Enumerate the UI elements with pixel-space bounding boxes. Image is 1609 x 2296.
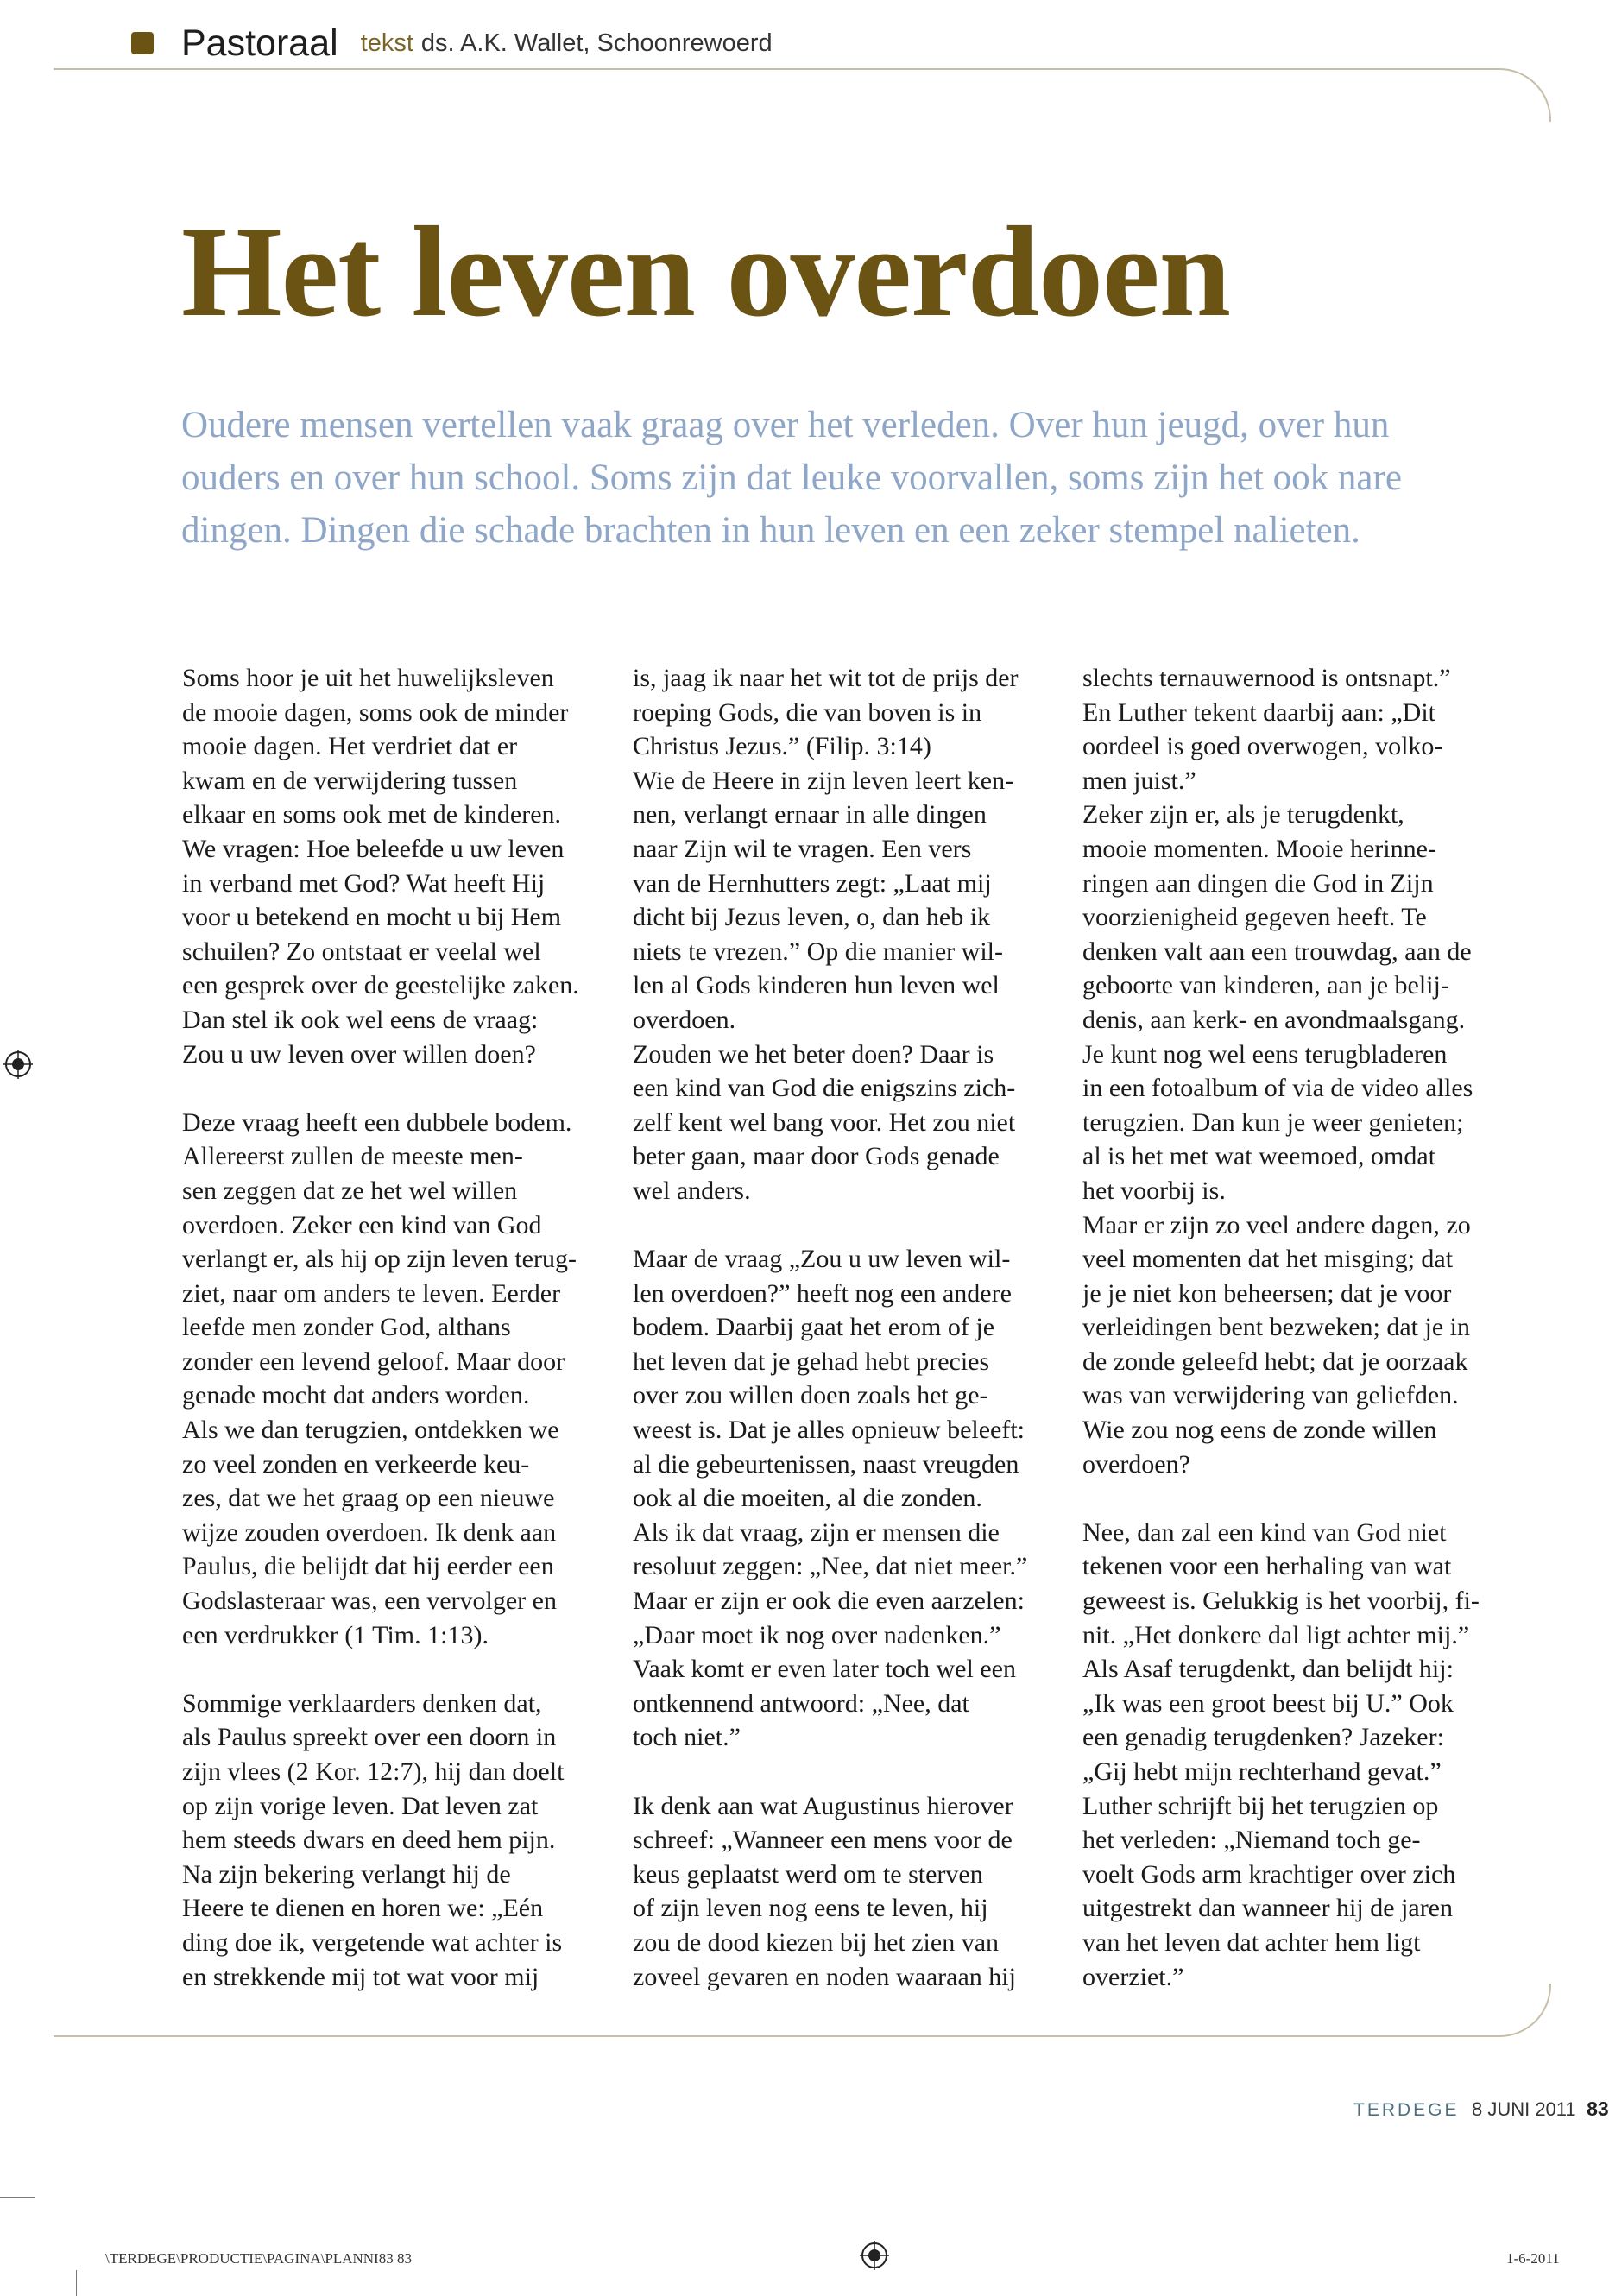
text-line: Godslasteraar was, een vervolger en — [182, 1586, 557, 1616]
text-line: van de Hernhutters zegt: „Laat mij — [633, 868, 992, 898]
text-line: was van verwijdering van geliefden. — [1082, 1381, 1459, 1410]
text-line: ontkennend antwoord: „Nee, dat — [633, 1688, 969, 1718]
footer-magazine: TERDEGE — [1353, 2100, 1460, 2120]
text-line: voorzienigheid gegeven heeft. Te — [1082, 903, 1427, 932]
text-line: je je niet kon beheersen; dat je voor — [1082, 1278, 1452, 1308]
text-line: genade mocht dat anders worden. — [182, 1381, 530, 1410]
text-line: verlangt er, als hij op zijn leven terug- — [182, 1245, 577, 1274]
text-line: op zijn vorige leven. Dat leven zat — [182, 1791, 539, 1820]
text-line: overziet.” — [1082, 1962, 1184, 1991]
text-line: in een fotoalbum of via de video alles — [1082, 1074, 1473, 1103]
text-line: nen, verlangt ernaar in alle dingen — [633, 800, 987, 829]
text-line: het verleden: „Niemand toch ge- — [1082, 1826, 1421, 1855]
text-line: Heere te dienen en horen we: „Eén — [182, 1894, 544, 1923]
article-header — [131, 19, 773, 67]
text-line: We vragen: Hoe beleefde u uw leven — [182, 834, 565, 863]
text-line: zonder een levend geloof. Maar door — [182, 1347, 565, 1376]
text-line: resoluut zeggen: „Nee, dat niet meer.” — [633, 1552, 1028, 1581]
text-line: wijze zouden overdoen. Ik denk aan — [182, 1517, 557, 1547]
text-line: len overdoen?” heeft nog een andere — [633, 1278, 1012, 1308]
body-column-2 — [633, 661, 1082, 1994]
text-line: overdoen. Zeker een kind van God — [182, 1210, 542, 1239]
text-line: Zeker zijn er, als je terugdenkt, — [1082, 800, 1404, 829]
print-slug-date: 1-6-2011 — [1506, 2250, 1560, 2267]
text-line: Je kunt nog wel eens terugbladeren — [1082, 1039, 1448, 1069]
text-line: het voorbij is. — [1082, 1176, 1226, 1205]
text-line: een verdrukker (1 Tim. 1:13). — [182, 1620, 489, 1649]
text-line: leefde men zonder God, althans — [182, 1313, 511, 1342]
text-line: ziet, naar om anders te leven. Eerder — [182, 1278, 561, 1308]
text-line: zou de dood kiezen bij het zien van — [633, 1927, 1000, 1957]
text-line: weest is. Dat je alles opnieuw beleeft: — [633, 1416, 1025, 1445]
text-line: of zijn leven nog eens te leven, hij — [633, 1894, 988, 1923]
intro-line: dingen. Dingen die schade brachten in hun leven en een zeker stempel nalieten. — [181, 510, 1360, 551]
crop-mark — [0, 2197, 35, 2198]
text-line: sen zeggen dat ze het wel willen — [182, 1176, 518, 1205]
text-line: zoveel gevaren en noden waaraan hij — [633, 1962, 1016, 1991]
text-line: „Daar moet ik nog over nadenken.” — [633, 1620, 1001, 1649]
text-line: denis, aan kerk- en avondmaalsgang. — [1082, 1005, 1466, 1034]
text-line: geboorte van kinderen, aan je belij- — [1082, 971, 1449, 1000]
text-line: tekenen voor een herhaling van wat — [1082, 1552, 1452, 1581]
text-line: verleidingen bent bezweken; dat je in — [1082, 1313, 1470, 1342]
text-line: als Paulus spreekt over een doorn in — [182, 1723, 557, 1752]
text-line: Na zijn bekering verlangt hij de — [182, 1859, 511, 1889]
registration-mark-icon — [3, 1050, 33, 1079]
intro-line: Oudere mensen vertellen vaak graag over het verleden. Over hun jeugd, over hun — [181, 405, 1390, 445]
byline-label: tekst — [360, 28, 413, 57]
text-line: Als Asaf terugdenkt, dan belijdt hij: — [1082, 1655, 1454, 1684]
text-line: ook al die moeiten, al die zonden. — [633, 1484, 982, 1513]
text-line: men juist.” — [1082, 766, 1196, 795]
text-line: Allereerst zullen de meeste men- — [182, 1142, 523, 1171]
text-line: mooie dagen. Het verdriet dat er — [182, 732, 518, 761]
text-line: Nee, dan zal een kind van God niet — [1082, 1517, 1447, 1547]
text-line: Wie de Heere in zijn leven leert ken- — [633, 766, 1014, 795]
text-line: Maar er zijn zo veel andere dagen, zo — [1082, 1210, 1471, 1239]
text-line: nit. „Het donkere dal ligt achter mij.” — [1082, 1620, 1470, 1649]
text-line: ding doe ik, vergetende wat achter is — [182, 1927, 563, 1957]
text-line: ringen aan dingen die God in Zijn — [1082, 868, 1434, 898]
page-frame-top — [54, 68, 1551, 122]
text-line: een gesprek over de geestelijke zaken. — [182, 971, 579, 1000]
paragraph-gap — [633, 1208, 1082, 1243]
text-line: Ik denk aan wat Augustinus hierover — [633, 1791, 1013, 1820]
text-line: hem steeds dwars en deed hem pijn. — [182, 1826, 556, 1855]
text-line: is, jaag ik naar het wit tot de prijs der — [633, 664, 1019, 692]
text-line: Sommige verklaarders denken dat, — [182, 1688, 542, 1718]
text-line: len al Gods kinderen hun leven wel — [633, 971, 1000, 1000]
text-line: al is het met wat weemoed, omdat — [1082, 1142, 1436, 1171]
text-line: bodem. Daarbij gaat het erom of je — [633, 1313, 995, 1342]
text-line: slechts ternauwernood is ontsnapt.” — [1082, 664, 1451, 692]
text-line: „Gij hebt mijn rechterhand gevat.” — [1082, 1757, 1442, 1786]
text-line: Vaak komt er even later toch wel een — [633, 1655, 1016, 1684]
text-line: uitgestrekt dan wanneer hij de jaren — [1082, 1894, 1453, 1923]
text-line: Als we dan terugzien, ontdekken we — [182, 1416, 559, 1445]
text-line: toch niet.” — [633, 1723, 741, 1752]
text-line: zijn vlees (2 Kor. 12:7), hij dan doelt — [182, 1757, 565, 1786]
text-line: niets te vrezen.” Op die manier wil- — [633, 937, 1003, 966]
text-line: Christus Jezus.” (Filip. 3:14) — [633, 732, 931, 761]
text-line: dicht bij Jezus leven, o, dan heb ik — [633, 903, 991, 932]
paragraph-gap — [633, 1755, 1082, 1789]
text-line: een kind van God die enigszins zich- — [633, 1074, 1016, 1103]
text-line: voor u betekend en mocht u bij Hem — [182, 903, 562, 932]
text-line: al die gebeurtenissen, naast vreugden — [633, 1449, 1019, 1479]
text-line: beter gaan, maar door Gods genade — [633, 1142, 1000, 1171]
text-line: kwam en de verwijdering tussen — [182, 766, 518, 795]
text-line: geweest is. Gelukkig is het voorbij, fi- — [1082, 1586, 1480, 1616]
text-line: keus geplaatst werd om te sterven — [633, 1859, 983, 1889]
text-line: Wie zou nog eens de zonde willen — [1082, 1416, 1437, 1445]
text-line: in verband met God? Wat heeft Hij — [182, 868, 546, 898]
text-line: voelt Gods arm krachtiger over zich — [1082, 1859, 1456, 1889]
paragraph-gap — [182, 1071, 631, 1106]
text-line: zelf kent wel bang voor. Het zou niet — [633, 1107, 1016, 1137]
text-line: overdoen. — [633, 1005, 736, 1034]
text-line: denken valt aan een trouwdag, aan de — [1082, 937, 1472, 966]
text-line: terugzien. Dan kun je weer genieten; — [1082, 1107, 1464, 1137]
text-line: Luther schrijft bij het terugzien op — [1082, 1791, 1439, 1820]
text-line: Maar er zijn er ook die even aarzelen: — [633, 1586, 1025, 1616]
text-line: de mooie dagen, soms ook de minder — [182, 697, 569, 727]
text-line: zo veel zonden en verkeerde keu- — [182, 1449, 530, 1479]
paragraph-gap — [1082, 1481, 1531, 1516]
text-line: Zou u uw leven over willen doen? — [182, 1039, 536, 1069]
text-line: en strekkende mij tot wat voor mij — [182, 1962, 539, 1991]
text-line: schuilen? Zo ontstaat er veelal wel — [182, 937, 541, 966]
text-line: overdoen? — [1082, 1449, 1190, 1479]
text-line: Dan stel ik ook wel eens de vraag: — [182, 1005, 539, 1034]
text-line: mooie momenten. Mooie herinne- — [1082, 834, 1436, 863]
print-slug-path: \TERDEGE\PRODUCTIE\PAGINA\PLANNI83 83 — [105, 2250, 412, 2267]
crop-mark — [76, 2270, 77, 2296]
text-line: Zouden we het beter doen? Daar is — [633, 1039, 994, 1069]
text-line: Paulus, die belijdt dat hij eerder een — [182, 1552, 554, 1581]
page-footer — [1353, 2097, 1609, 2121]
text-line: schreef: „Wanneer een mens voor de — [633, 1826, 1013, 1855]
intro-paragraph — [181, 399, 1476, 557]
text-line: Als ik dat vraag, zijn er mensen die — [633, 1517, 1000, 1547]
text-line: oordeel is goed overwogen, volko- — [1082, 732, 1443, 761]
text-line: wel anders. — [633, 1176, 751, 1205]
text-line: Maar de vraag „Zou u uw leven wil- — [633, 1245, 1011, 1274]
text-line: En Luther tekent daarbij aan: „Dit — [1082, 697, 1435, 727]
text-line: van het leven dat achter hem ligt — [1082, 1927, 1421, 1957]
intro-line: ouders en over hun school. Soms zijn dat leuke voorvallen, soms zijn het ook nare — [181, 457, 1402, 498]
text-line: „Ik was een groot beest bij U.” Ook — [1082, 1688, 1454, 1718]
text-line: zes, dat we het graag op een nieuwe — [182, 1484, 555, 1513]
text-line: roeping Gods, die van boven is in — [633, 697, 982, 727]
text-line: een genadig terugdenken? Jazeker: — [1082, 1723, 1444, 1752]
registration-mark-icon — [860, 2241, 889, 2270]
footer-date: 8 JUNI 2011 — [1471, 2098, 1576, 2120]
text-line: over zou willen doen zoals het ge- — [633, 1381, 988, 1410]
body-column-1 — [182, 661, 631, 1994]
section-label: Pastoraal — [181, 22, 338, 64]
section-square-icon — [131, 32, 154, 54]
page-number: 83 — [1587, 2097, 1609, 2120]
text-line: elkaar en soms ook met de kinderen. — [182, 800, 562, 829]
text-line: Deze vraag heeft een dubbele bodem. — [182, 1107, 572, 1137]
body-column-3 — [1082, 661, 1531, 1994]
text-line: de zonde geleefd hebt; dat je oorzaak — [1082, 1347, 1468, 1376]
page-title: Het leven overdoen — [181, 200, 1231, 344]
byline-author: ds. A.K. Wallet, Schoonrewoerd — [420, 28, 773, 57]
text-line: veel momenten dat het misging; dat — [1082, 1245, 1454, 1274]
paragraph-gap — [182, 1652, 631, 1687]
text-line: naar Zijn wil te vragen. Een vers — [633, 834, 972, 863]
text-line: het leven dat je gehad hebt precies — [633, 1347, 990, 1376]
text-line: Soms hoor je uit het huwelijksleven — [182, 664, 554, 692]
